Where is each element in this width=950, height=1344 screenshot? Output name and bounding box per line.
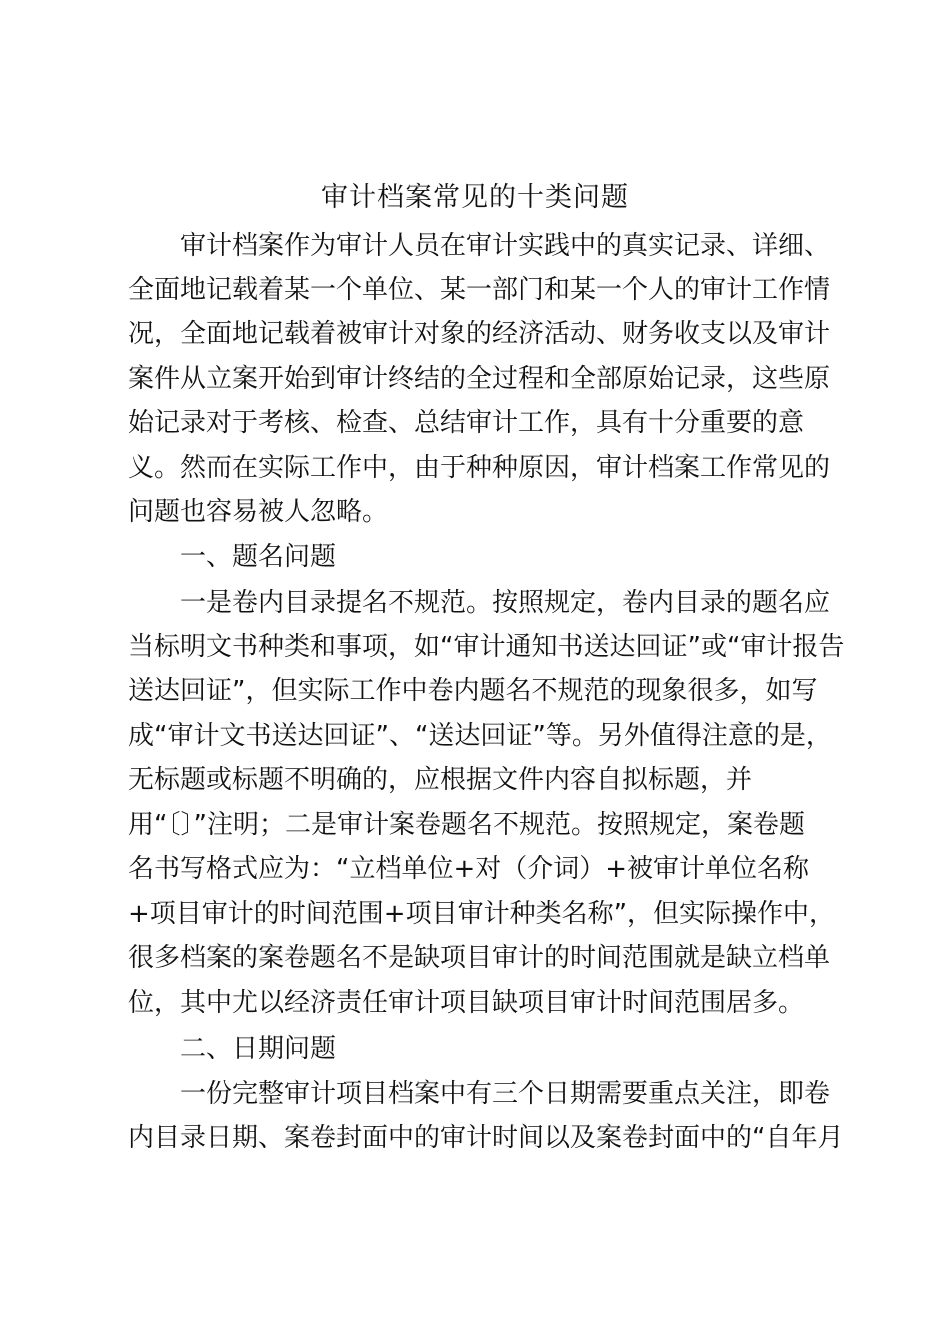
text-line: 问题也容易被人忽略。 bbox=[128, 497, 389, 527]
text-line: 内目录日期、案卷封面中的审计时间以及案卷封面中的“自年月 bbox=[128, 1123, 844, 1153]
text-line: 很多档案的案卷题名不是缺项目审计的时间范围就是缺立档单 bbox=[128, 943, 831, 973]
section-heading: 一、题名问题 bbox=[180, 542, 337, 572]
text-line: 送达回证”，但实际工作中卷内题名不规范的现象很多，如写 bbox=[128, 676, 818, 706]
document-title: 审计档案常见的十类问题 bbox=[321, 182, 629, 213]
section-heading: 二、日期问题 bbox=[180, 1034, 337, 1064]
text-line: 一是卷内目录提名不规范。按照规定，卷内目录的题名应 bbox=[180, 588, 831, 618]
text-line: 当标明文书种类和事项，如“审计通知书送达回证”或“审计报告 bbox=[128, 632, 845, 662]
text-line: 成“审计文书送达回证”、“送达回证”等。另外值得注意的是， bbox=[128, 721, 832, 751]
text-line: 始记录对于考核、检查、总结审计工作，具有十分重要的意 bbox=[128, 408, 805, 438]
text-line: 无标题或标题不明确的，应根据文件内容自拟标题，并 bbox=[128, 765, 753, 795]
text-line: 位，其中尤以经济责任审计项目缺项目审计时间范围居多。 bbox=[128, 988, 805, 1018]
text-line: 用“〔〕”注明；二是审计案卷题名不规范。按照规定，案卷题 bbox=[128, 810, 805, 840]
text-line: 义。然而在实际工作中，由于种种原因，审计档案工作常见的 bbox=[128, 453, 831, 483]
text-line: 全面地记载着某一个单位、某一部门和某一个人的审计工作情 bbox=[128, 275, 831, 305]
text-line: +项目审计的时间范围+项目审计种类名称”，但实际操作中， bbox=[128, 899, 836, 929]
text-line: 审计档案作为审计人员在审计实践中的真实记录、详细、 bbox=[180, 231, 831, 261]
text-line: 况，全面地记载着被审计对象的经济活动、财务收支以及审计 bbox=[128, 319, 831, 349]
text-line: 案件从立案开始到审计终结的全过程和全部原始记录，这些原 bbox=[128, 364, 831, 394]
text-line: 一份完整审计项目档案中有三个日期需要重点关注，即卷 bbox=[180, 1079, 831, 1109]
text-line: 名书写格式应为：“立档单位+对（介词）+被审计单位名称 bbox=[128, 854, 810, 884]
